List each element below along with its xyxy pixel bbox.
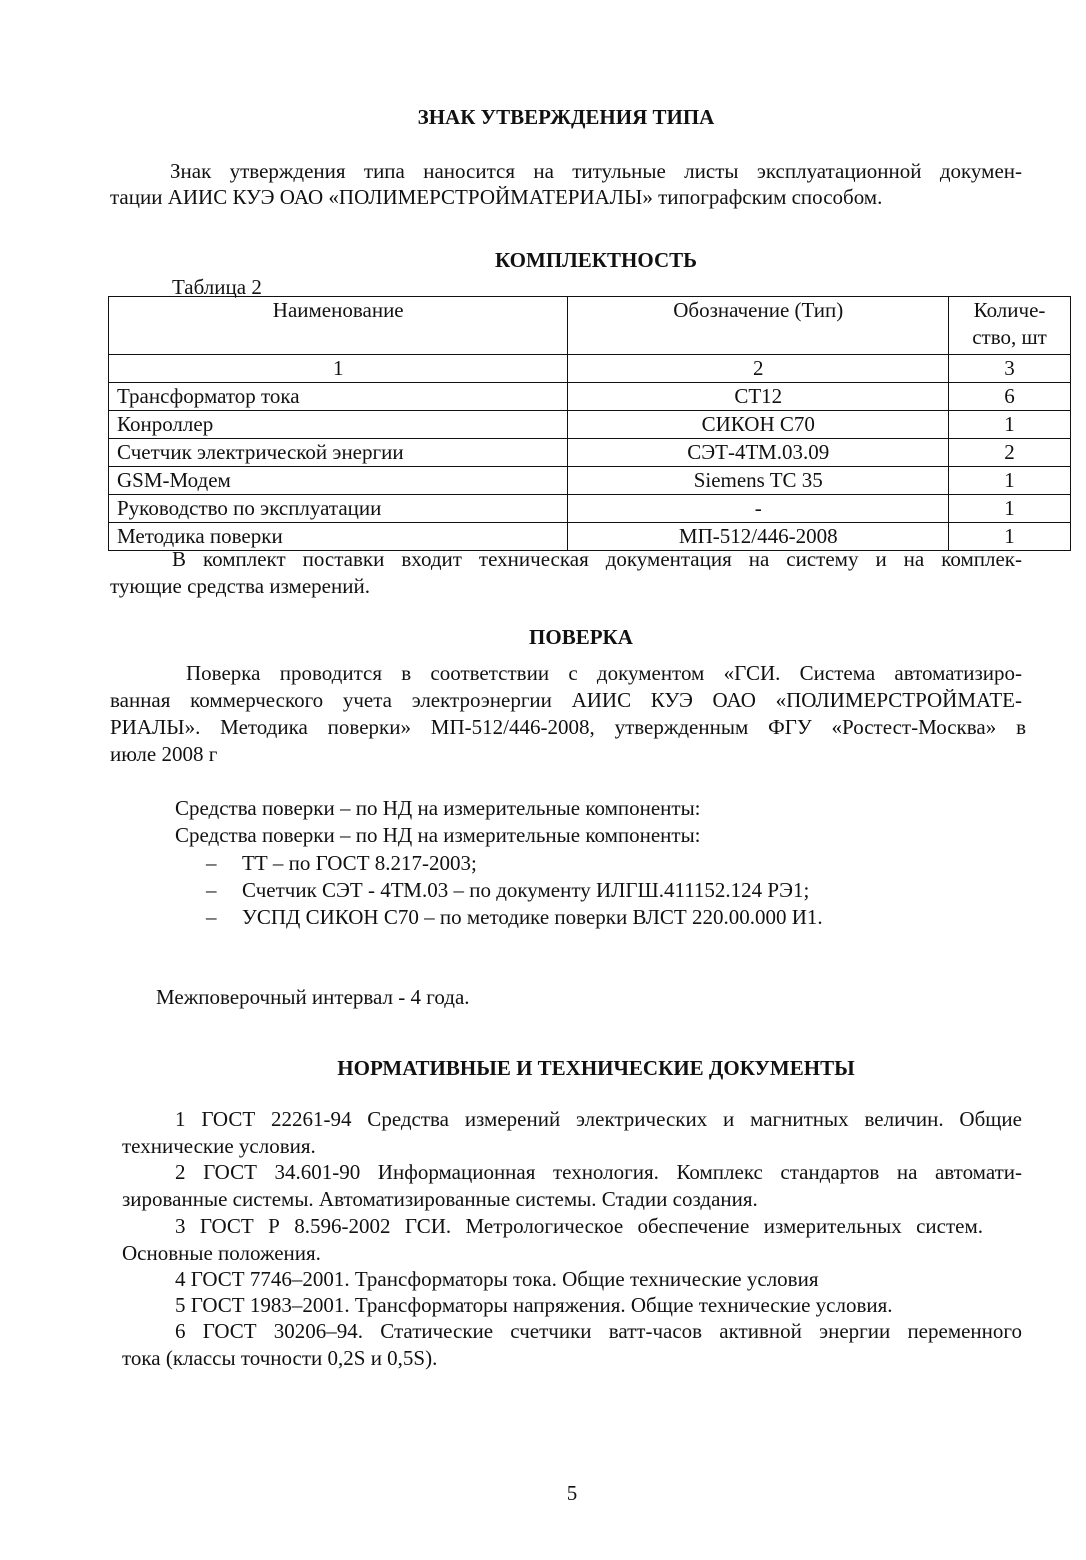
row-name: Руководство по эксплуатации: [109, 495, 568, 523]
dash-bullet: –: [206, 878, 217, 902]
column-header-qty-line1: Количе-: [973, 298, 1046, 322]
row-name: GSM-Модем: [109, 467, 568, 495]
table-row: [109, 411, 1071, 439]
verification-list-item: [206, 877, 809, 903]
row-type: СЭТ-4ТМ.03.09: [568, 439, 949, 467]
normative-doc-6-line2: тока (классы точности 0,2S и 0,5S).: [122, 1346, 438, 1370]
approval-text-line1: Знак утверждения типа наносится на титульные листы эксплуатационной докумен-: [170, 159, 1022, 183]
column-header-type: Обозначение (Тип): [568, 297, 949, 355]
normative-doc-1-line2: технические условия.: [122, 1134, 316, 1158]
row-name: Методика поверки: [109, 523, 568, 551]
table-number-row: [109, 355, 1071, 383]
row-type: Siemens TC 35: [568, 467, 949, 495]
verification-interval: Межповерочный интервал - 4 года.: [156, 985, 470, 1009]
column-number-2: 2: [568, 355, 949, 383]
section-title-completeness: КОМПЛЕКТНОСТЬ: [494, 248, 698, 272]
completeness-table: [108, 296, 1071, 551]
section-title-verification: ПОВЕРКА: [529, 625, 633, 649]
table-caption: Таблица 2: [172, 275, 262, 299]
verification-text-line2: ванная коммерческого учета электроэнергии АИИС КУЭ ОАО «ПОЛИМЕРСТРОЙМАТЕ-: [110, 688, 1022, 712]
row-qty: 1: [949, 467, 1071, 495]
dash-bullet: –: [206, 905, 217, 929]
row-name: Трансформатор тока: [109, 383, 568, 411]
list-item-text: ТТ – по ГОСТ 8.217-2003;: [242, 851, 477, 875]
normative-doc-6-line1: 6 ГОСТ 30206–94. Статические счетчики ватт-часов активной энергии переменного: [175, 1319, 1022, 1343]
verification-text-line3: РИАЛЫ». Методика поверки» МП-512/446-2008, утвержденным ФГУ «Ростест-Москва» в: [110, 715, 1026, 739]
normative-doc-2-line1: 2 ГОСТ 34.601-90 Информационная технология. Комплекс стандартов на автомати-: [175, 1160, 1022, 1184]
column-header-qty: [949, 297, 1071, 355]
dash-bullet: –: [206, 851, 217, 875]
row-name: Счетчик электрической энергии: [109, 439, 568, 467]
normative-doc-2-line2: зированные системы. Автоматизированные системы. Стадии создания.: [122, 1187, 758, 1211]
normative-doc-5: 5 ГОСТ 1983–2001. Трансформаторы напряжения. Общие технические условия.: [175, 1293, 893, 1317]
row-qty: 6: [949, 383, 1071, 411]
verification-means-line2: Средства поверки – по НД на измерительные компоненты:: [175, 823, 701, 847]
list-item-text: Счетчик СЭТ - 4ТМ.03 – по документу ИЛГШ.411152.124 РЭ1;: [242, 878, 810, 902]
verification-text-line4: июле 2008 г: [110, 742, 218, 766]
table-header-row: [109, 297, 1071, 355]
column-number-1: 1: [109, 355, 568, 383]
table-row: [109, 383, 1071, 411]
normative-doc-3-line1: 3 ГОСТ Р 8.596-2002 ГСИ. Метрологическое обеспечение измерительных систем.: [175, 1214, 983, 1238]
table-row: [109, 467, 1071, 495]
approval-text-line2: тации АИИС КУЭ ОАО «ПОЛИМЕРСТРОЙМАТЕРИАЛЫ» типографским способом.: [110, 185, 883, 209]
verification-text-line1: Поверка проводится в соответствии с документом «ГСИ. Система автоматизиро-: [186, 661, 1022, 685]
list-item-text: УСПД СИКОН С70 – по методике поверки ВЛСТ 220.00.000 И1.: [242, 905, 823, 929]
verification-list-item: [206, 850, 477, 876]
verification-means-line1: Средства поверки – по НД на измерительные компоненты:: [175, 796, 701, 820]
normative-doc-3-line2: Основные положения.: [122, 1241, 321, 1265]
row-qty: 2: [949, 439, 1071, 467]
row-type: -: [568, 495, 949, 523]
completeness-note-line2: тующие средства измерений.: [110, 574, 370, 598]
table-row: [109, 439, 1071, 467]
row-type: СИКОН С70: [568, 411, 949, 439]
row-qty: 1: [949, 523, 1071, 551]
verification-list-item: [206, 904, 823, 930]
section-title-approval: ЗНАК УТВЕРЖДЕНИЯ ТИПА: [417, 105, 715, 129]
table-row: [109, 495, 1071, 523]
row-type: МП-512/446-2008: [568, 523, 949, 551]
column-header-qty-line2: ство, шт: [972, 325, 1047, 350]
section-title-normative: НОРМАТИВНЫЕ И ТЕХНИЧЕСКИЕ ДОКУМЕНТЫ: [337, 1056, 855, 1080]
completeness-note-line1: В комплект поставки входит техническая документация на систему и на комплек-: [172, 547, 1022, 571]
normative-doc-1-line1: 1 ГОСТ 22261-94 Средства измерений электрических и магнитных величин. Общие: [175, 1107, 1022, 1131]
column-number-3: 3: [949, 355, 1071, 383]
row-qty: 1: [949, 495, 1071, 523]
page-number: 5: [566, 1481, 578, 1505]
row-qty: 1: [949, 411, 1071, 439]
row-type: CT12: [568, 383, 949, 411]
row-name: Конроллер: [109, 411, 568, 439]
normative-doc-4: 4 ГОСТ 7746–2001. Трансформаторы тока. Общие технические условия: [175, 1267, 819, 1291]
column-header-name: Наименование: [109, 297, 568, 355]
